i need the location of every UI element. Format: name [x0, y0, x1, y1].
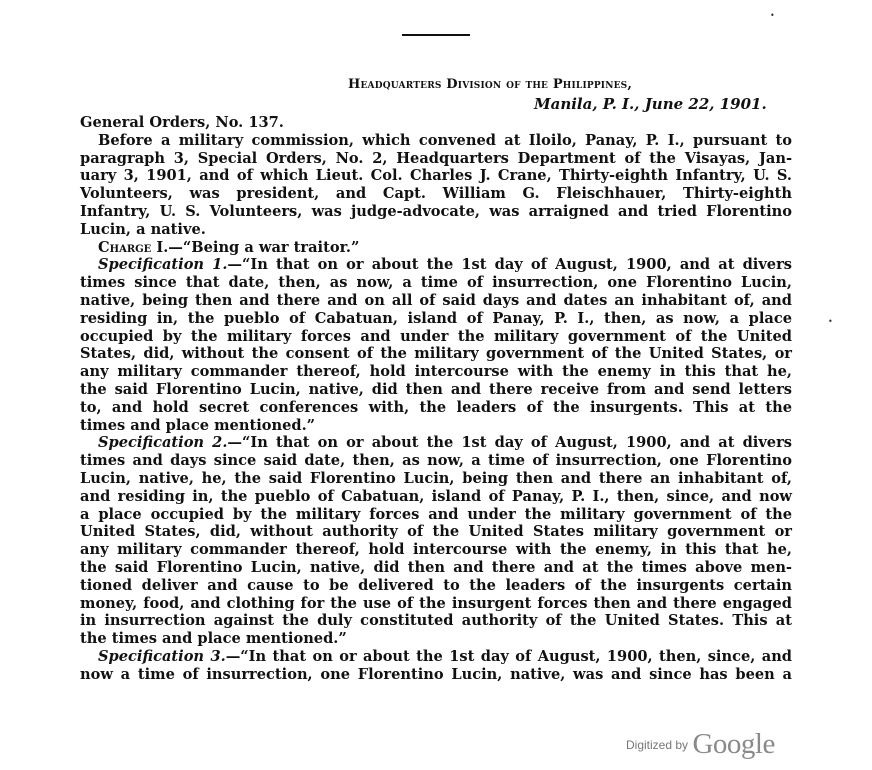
- paragraph-line: any military commander thereof, hold intercourse with the enemy, in this that he,: [80, 541, 792, 559]
- orders-title: General Orders, No. 137.: [80, 114, 284, 131]
- google-logo: Google: [692, 728, 775, 760]
- paragraph-line: now a time of insurrection, one Florentino Lucin, native, was and since has been a: [80, 665, 792, 683]
- paragraph-line: occupied by the military forces and under the military government of the United: [80, 327, 792, 345]
- paragraph-line: money, food, and clothing for the use of the insurgent forces then and there engaged: [80, 594, 792, 612]
- paragraph-line: native, being then and there and on all of said days and dates an inhabitant of, and: [80, 291, 792, 309]
- scan-speck: •: [828, 317, 833, 326]
- specification-2-text: —“In that on or about the 1st day of August, 1900, and at divers: [227, 434, 792, 452]
- specification-1-text: —“In that on or about the 1st day of August, 1900, and at divers: [227, 256, 792, 274]
- paragraph-line: times since that date, then, as now, a time of insurrection, one Florentino Lucin,: [80, 274, 792, 292]
- paragraph-line: Volunteers, was president, and Capt. William G. Fleischhauer, Thirty-eighth: [80, 185, 792, 203]
- paragraph-line: residing in, the pueblo of Cabatuan, island of Panay, P. I., then, as now, a place: [80, 309, 792, 327]
- paragraph-line: and residing in, the pueblo of Cabatuan, island of Panay, P. I., then, since, and now: [80, 487, 792, 505]
- specification-2-first-line: [80, 434, 792, 452]
- paragraph-line: States, did, without the consent of the military government of the United States, or: [80, 345, 792, 363]
- specification-3-text: —“In that on or about the 1st day of August, 1900, then, since, and: [225, 647, 793, 665]
- paragraph-line: tioned deliver and cause to be delivered to the leaders of the insurgents certain: [80, 576, 792, 594]
- charge-text: —“Being a war traitor.”: [168, 238, 360, 256]
- paragraph-line: the times and place mentioned.”: [80, 630, 347, 648]
- orders-body: [80, 114, 792, 684]
- paragraph-line: a place occupied by the military forces and under the military government of the: [80, 505, 792, 523]
- paragraph-line: Infantry, U. S. Volunteers, was judge-advocate, was arraigned and tried Florentino: [80, 202, 792, 220]
- paragraph-line: the said Florentino Lucin, native, did then and there receive from and send letters: [80, 380, 792, 398]
- specification-1-first-line: [80, 256, 792, 274]
- specification-1-label: Specification 1.: [98, 256, 228, 274]
- charge-label: Charge I.: [98, 238, 169, 256]
- headquarters-heading: Headquarters Division of the Philippines,: [348, 77, 633, 92]
- specification-3-label: Specification 3.: [98, 647, 226, 665]
- paragraph-line: Before a military commission, which convened at Iloilo, Panay, P. I., pursuant to: [98, 131, 792, 149]
- place-date-line: Manila, P. I., June 22, 1901.: [534, 95, 767, 113]
- digitized-by-label: Digitized by: [626, 738, 689, 752]
- paragraph-line: paragraph 3, Special Orders, No. 2, Headquarters Department of the Visayas, Jan-: [80, 149, 792, 167]
- scan-speck: •: [770, 11, 775, 20]
- charge-line: [80, 239, 792, 257]
- paragraph-line: to, and hold secret conferences with, the leaders of the insurgents. This at the: [80, 398, 792, 416]
- paragraph-line: any military commander thereof, hold intercourse with the enemy in this that he,: [80, 363, 792, 381]
- paragraph-line: United States, did, without authority of the United States military government or: [80, 523, 792, 541]
- paragraph-line: times and days since said date, then, as now, a time of insurrection, one Florentino: [80, 452, 792, 470]
- specification-2-label: Specification 2.: [98, 434, 228, 452]
- paragraph-line: Lucin, a native.: [80, 220, 206, 238]
- paragraph-line: the said Florentino Lucin, native, did then and there and at the times above men-: [80, 558, 792, 576]
- specification-3-first-line: [80, 648, 792, 666]
- paragraph-line: Lucin, native, he, the said Florentino Lucin, being then and there an inhabitant of,: [80, 469, 792, 487]
- header-rule: [402, 34, 470, 36]
- digitized-watermark: [626, 728, 826, 761]
- paragraph-line: times and place mentioned.”: [80, 416, 316, 434]
- paragraph-line: in insurrection against the duly constituted authority of the United States. This at: [80, 612, 792, 630]
- paragraph-line: uary 3, 1901, and of which Lieut. Col. Charles J. Crane, Thirty-eighth Infantry, U. S.: [80, 167, 792, 185]
